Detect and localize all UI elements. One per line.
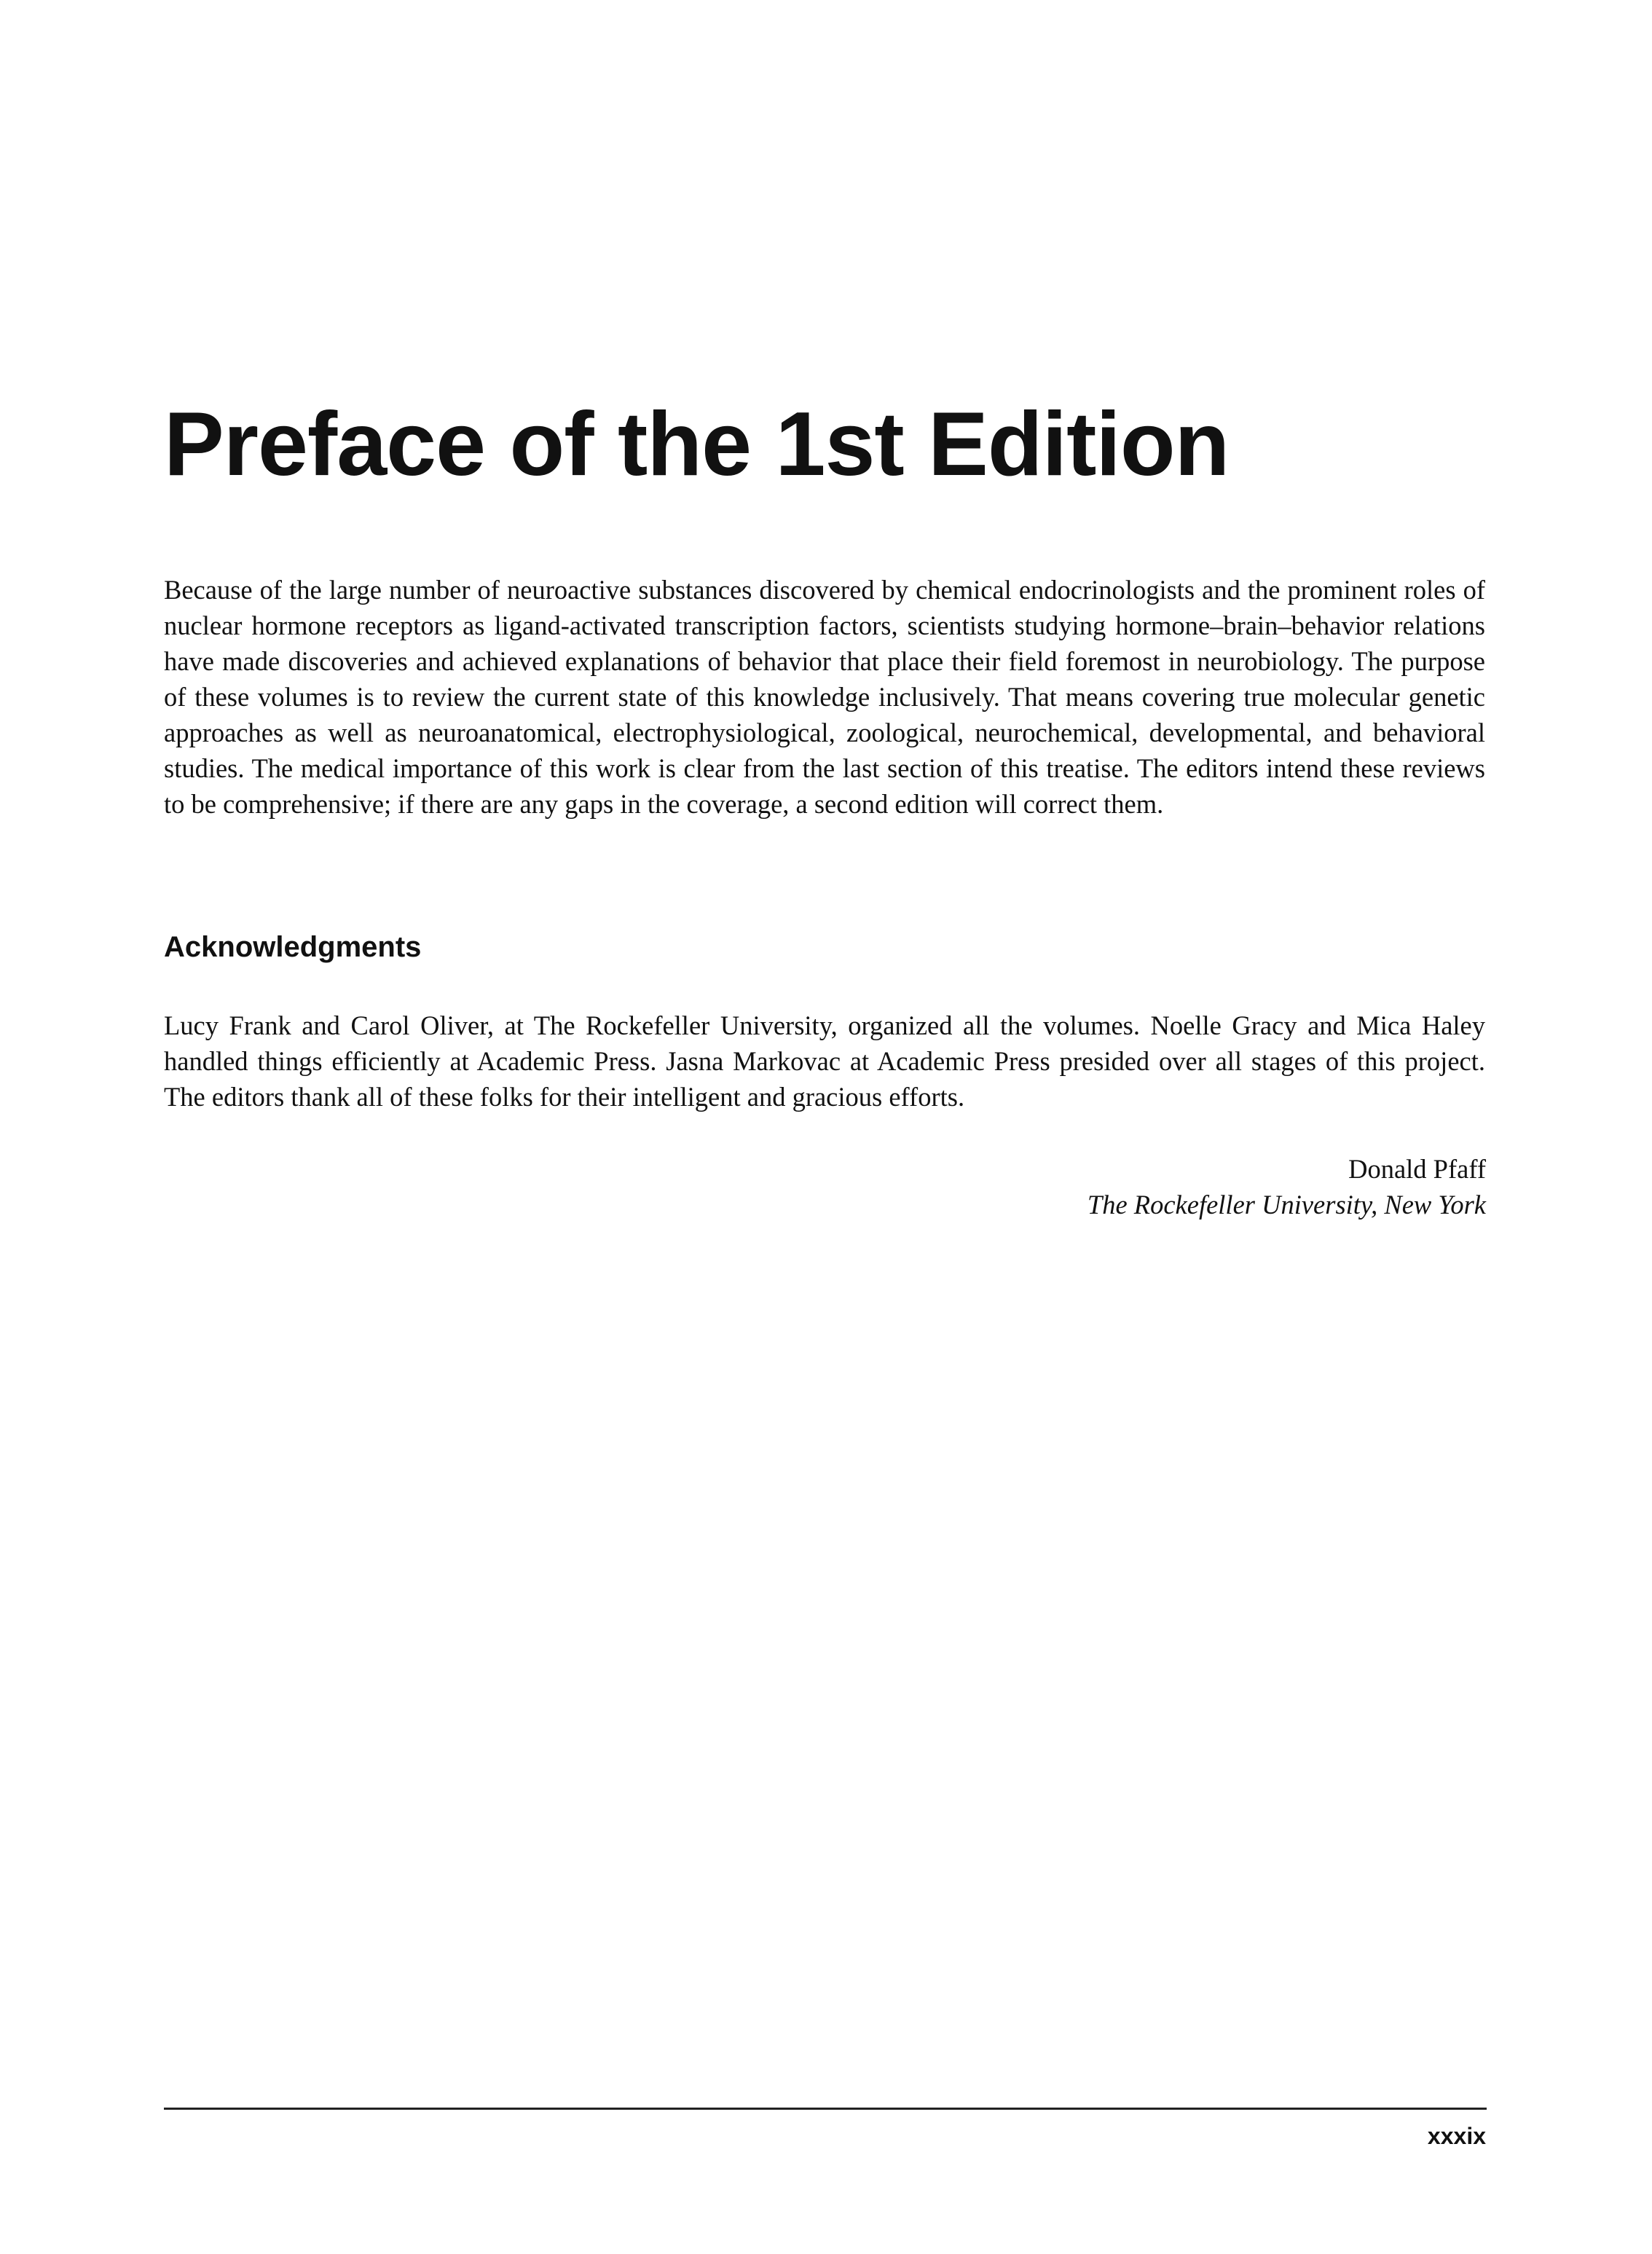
preface-paragraph: Because of the large number of neuroactive substances discovered by chemical endocrinologists and the prominent roles of nuclear hormone receptors as ligand-activated transcription factors, scientists studying hormone–brain–behavior relations have made discoveries and achieved explanations of behavior that place their field foremost in neurobiology. The purpose of these volumes is to review the current state of this knowledge inclusively. That means covering true molecular genetic approaches as well as neuroanatomical, electrophysiological, zoological, neurochemical, developmental, and behavioral studies. The medical importance of this work is clear from the last section of this treatise. The editors intend these reviews to be comprehensive; if there are any gaps in the coverage, a second edition will correct them. <box>164 575 1485 819</box>
signature-name: Donald Pfaff <box>1348 1154 1486 1184</box>
acknowledgments-heading: Acknowledgments <box>164 931 422 963</box>
page-title: Preface of the 1st Edition <box>164 394 1230 495</box>
signature-block <box>1087 1151 1486 1222</box>
acknowledgments-paragraph: Lucy Frank and Carol Oliver, at The Rockefeller University, organized all the volumes. Noelle Gracy and Mica Haley handled things efficiently at Academic Press. Jasna Markovac at Academic Press presided over all stages of this project. The editors thank all of these folks for their intelligent and gracious efforts. <box>164 1010 1485 1112</box>
signature-affiliation: The Rockefeller University, New York <box>1087 1190 1486 1220</box>
footer-rule <box>164 2108 1487 2110</box>
page-number: xxxix <box>1427 2123 1486 2149</box>
